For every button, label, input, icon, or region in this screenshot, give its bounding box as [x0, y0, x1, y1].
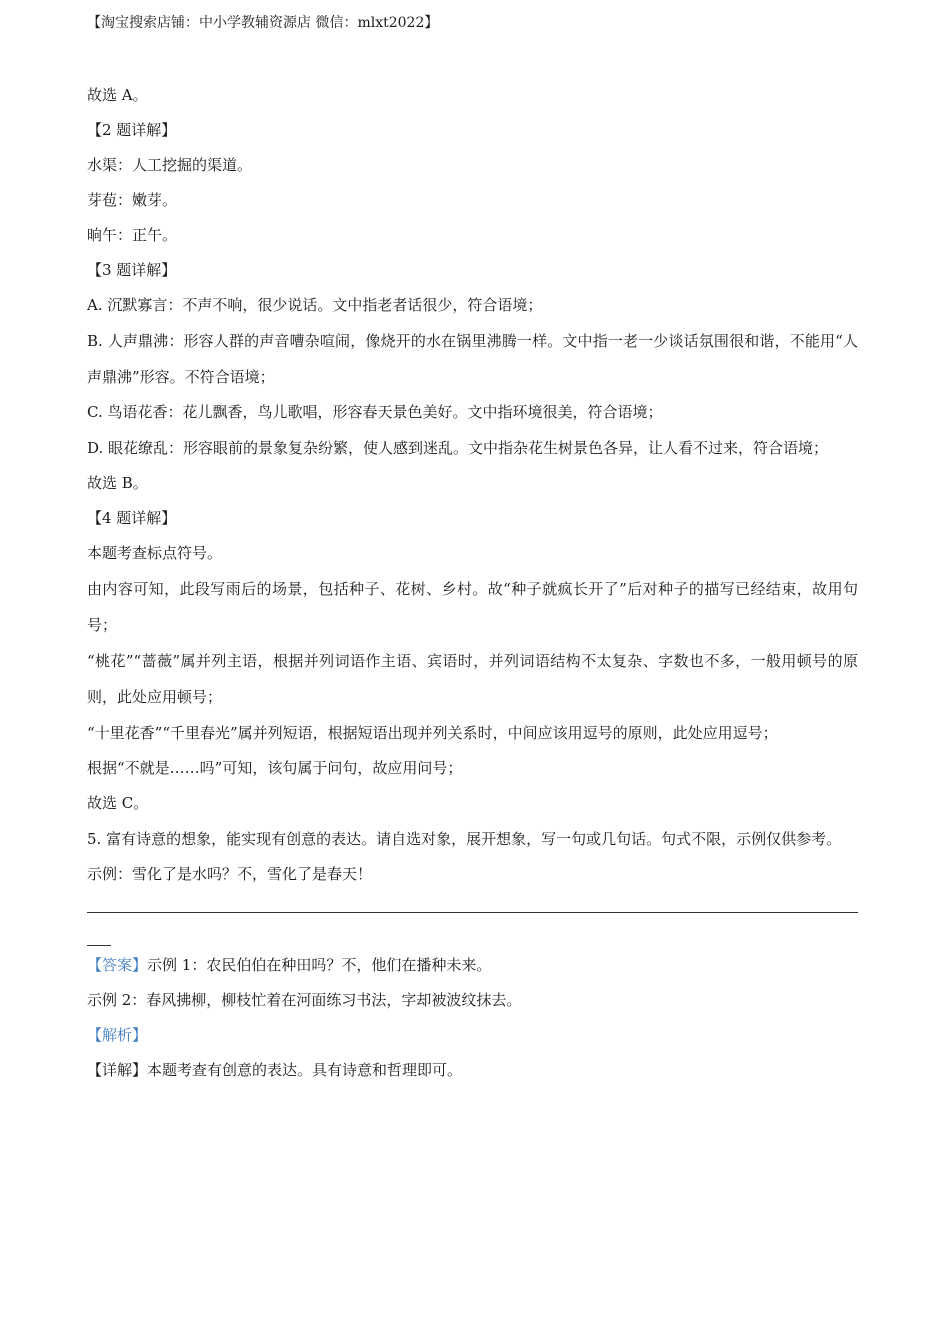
answer-example-2: 示例 2：春风拂柳，柳枝忙着在河面练习书法，字却被波纹抹去。 [87, 991, 522, 1009]
question-5-prompt: 5. 富有诗意的想象，能实现有创意的表达。请自选对象，展开想象，写一句或几句话。句式不限，示例仅供参考。 [87, 830, 842, 848]
paragraph-punctuation-3: “十里花香”“千里春光”属并列短语，根据短语出现并列关系时，中间应该用逗号的原则，此处应用逗号； [87, 724, 778, 742]
paragraph-punctuation-4: 根据“不就是……吗”可知，该句属于问句，故应用问号； [87, 759, 463, 777]
paragraph-conclusion-q4: 故选 C。 [87, 794, 149, 812]
answer-blank-line [87, 912, 858, 913]
answer-blank-line-tail [87, 945, 111, 946]
section-heading-q2: 【2 题详解】 [87, 121, 177, 139]
paragraph-definition: 晌午：正午。 [87, 226, 178, 244]
section-heading-q3: 【3 题详解】 [87, 261, 177, 279]
page-header-watermark: 【淘宝搜索店铺：中小学教辅资源店 微信：mlxt2022】 [87, 15, 439, 31]
answer-paragraph [87, 948, 858, 983]
paragraph-conclusion-q3: 故选 B。 [87, 474, 148, 492]
analysis-tag: 【解析】 [87, 1026, 148, 1044]
section-heading-q4: 【4 题详解】 [87, 509, 177, 527]
option-c-explanation: C. 鸟语花香：花儿飘香，鸟儿歌唱，形容春天景色美好。文中指环境很美，符合语境； [87, 403, 663, 421]
answer-text: 示例 1：农民伯伯在种田吗？不，他们在播种未来。 [147, 956, 492, 974]
paragraph-punctuation-1: 由内容可知，此段写雨后的场景，包括种子、花树、乡村。故“种子就疯长开了”后对种子的描写已经结束，故用句号； [87, 580, 858, 634]
question-5-example: 示例：雪化了是水吗？不，雪化了是春天！ [87, 865, 373, 883]
paragraph-definition: 芽苞：嫩芽。 [87, 191, 178, 209]
paragraph-definition: 水渠：人工挖掘的渠道。 [87, 156, 253, 174]
answer-tag: 【答案】 [87, 956, 148, 974]
paragraph-conclusion-q1: 故选 A。 [87, 86, 148, 104]
option-a-explanation: A. 沉默寡言：不声不响，很少说话。文中指老者话很少，符合语境； [87, 296, 543, 314]
option-b-explanation: B. 人声鼎沸：形容人群的声音嘈杂喧闹，像烧开的水在锅里沸腾一样。文中指一老一少谈话氛围很和谐，不能用“人声鼎沸”形容。不符合语境； [87, 332, 858, 386]
option-d-explanation: D. 眼花缭乱：形容眼前的景象复杂纷繁，使人感到迷乱。文中指杂花生树景色各异，让人看不过来，符合语境； [87, 439, 829, 457]
paragraph-topic: 本题考查标点符号。 [87, 544, 223, 562]
detail-explanation: 【详解】本题考查有创意的表达。具有诗意和哲理即可。 [87, 1061, 463, 1079]
paragraph-punctuation-2: “桃花”“蔷薇”属并列主语，根据并列词语作主语、宾语时，并列词语结构不太复杂、字数也不多，一般用顿号的原则，此处应用顿号； [87, 652, 858, 706]
document-body [87, 78, 858, 1088]
